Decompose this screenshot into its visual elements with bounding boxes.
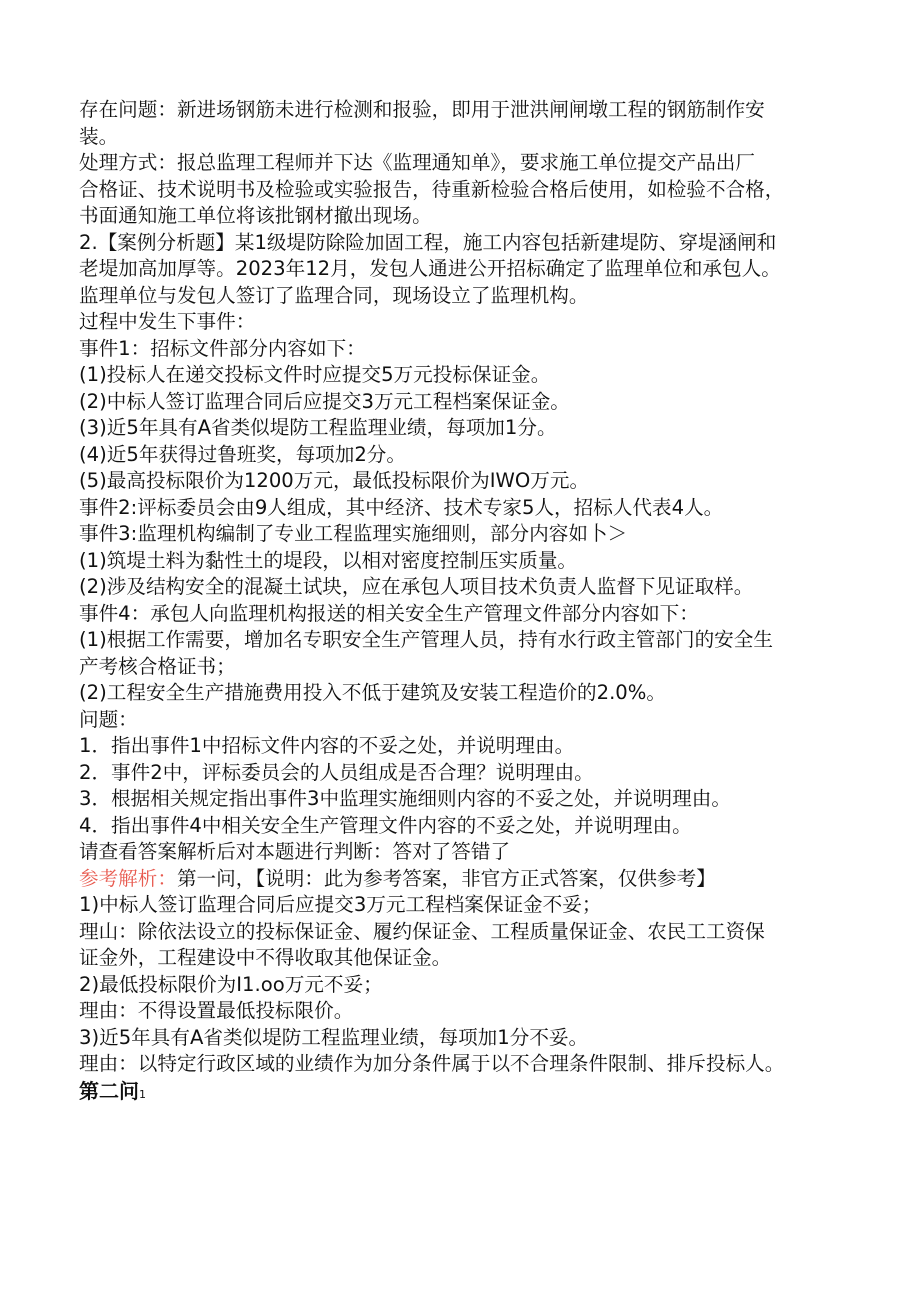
section-heading-mark: 1 <box>139 1087 146 1101</box>
list-item: (2)中标人签订监理合同后应提交3万元工程档案保证金。 <box>79 389 570 413</box>
list-item: (4)近5年获得过鲁班奖，每项加2分。 <box>79 442 406 466</box>
list-item: (1)筑堤土料为黏性土的堤段，以相对密度控制压实质量。 <box>79 548 578 572</box>
question-item: 4．指出事件4中相关安全生产管理文件内容的不妥之处，并说明理由。 <box>79 813 692 837</box>
section-heading-text: 第二问 <box>79 1078 139 1103</box>
analysis-line: 理由：以特定行政区域的业绩作为加分条件属于以不合理条件限制、排斥投标人。 <box>79 1052 785 1075</box>
text-line: 合格证、技术说明书及检验或实验报告，待重新检验合格后使用，如检验不合格， <box>79 177 785 201</box>
analysis-line: 2)最低投标限价为I1.oo万元不妥； <box>79 972 383 996</box>
question-item: 1．指出事件1中招标文件内容的不妥之处，并说明理由。 <box>79 734 575 757</box>
analysis-intro: 第一问，【说明：此为参考答案，非官方正式答案，仅供参考】 <box>176 866 716 890</box>
text-line: 存在问题：新进场钢筋未进行检测和报验，即用于泄洪闸闸墩工程的钢筋制作安 <box>79 98 765 121</box>
analysis-line: 3)近5年具有A省类似堤防工程监理业绩，每项加1分不妥。 <box>79 1025 589 1049</box>
text-line: 监理单位与发包人签订了监理合同，现场设立了监理机构。 <box>79 283 589 307</box>
answer-prompt: 请查看答案解析后对本题进行判断：答对了答错了 <box>79 840 511 863</box>
question-intro-line: 2.【案例分析题】某1级堤防除险加固工程，施工内容包括新建堤防、穿堤涵闸和 <box>79 230 777 254</box>
list-item: (2)工程安全生产措施费用投入不低于建筑及安装工程造价的2.0%。 <box>79 681 666 704</box>
text-line: 过程中发生下事件： <box>79 310 256 333</box>
analysis-first-line <box>79 866 859 893</box>
document-body <box>79 97 859 1104</box>
text-line: 装。 <box>79 124 119 148</box>
question-item: 3．根据相关规定指出事件3中监理实施细则内容的不妥之处，并说明理由。 <box>79 787 731 810</box>
list-item: (3)近5年具有A省类似堤防工程监理业绩，每项加1分。 <box>79 416 557 439</box>
analysis-label: 参考解析： <box>79 866 177 890</box>
question-item: 2．事件2中，评标委员会的人员组成是否合理？说明理由。 <box>79 760 594 784</box>
event-heading: 事件4：承包人向监理机构报送的相关安全生产管理文件部分内容如下： <box>79 601 699 625</box>
text-line: 产考核合格证书； <box>79 654 236 678</box>
questions-heading: 问题： <box>79 707 138 731</box>
analysis-line: 理由：不得设置最低投标限价。 <box>79 999 354 1022</box>
analysis-line: 证金外，工程建设中不得收取其他保证金。 <box>79 946 452 969</box>
event-heading: 事件2:评标委员会由9人组成，其中经济、技术专家5人，招标人代表4人。 <box>79 495 724 519</box>
analysis-line: 1)中标人签订监理合同后应提交3万元工程档案保证金不妥； <box>79 893 602 916</box>
list-item: (2)涉及结构安全的混凝土试块，应在承包人项目技术负责人监督下见证取样。 <box>79 575 754 598</box>
list-item: (1)投标人在递交投标文件时应提交5万元投标保证金。 <box>79 363 551 386</box>
section-heading <box>79 1078 859 1105</box>
list-item: (5)最高投标限价为1200万元，最低投标限价为IWO万元。 <box>79 469 590 492</box>
analysis-line: 理山：除依法设立的投标保证金、履约保证金、工程质量保证金、农民工工资保 <box>79 919 765 943</box>
text-line: 书面通知施工单位将该批钢材撤出现场。 <box>79 204 432 227</box>
text-line: 处理方式：报总监理工程师并下达《监理通知单》，要求施工单位提交产品出厂 <box>79 151 755 174</box>
text-line: 老堤加高加厚等。2023年12月，发包人通进公开招标确定了监理单位和承包人。 <box>79 257 781 280</box>
event-heading: 事件3:监理机构编制了专业工程监理实施细则，部分内容如卜＞ <box>79 522 628 545</box>
list-item: (1)根据工作需要，增加名专职安全生产管理人员，持有水行政主管部门的安全生 <box>79 628 773 651</box>
event-heading: 事件1：招标文件部分内容如下： <box>79 336 366 360</box>
